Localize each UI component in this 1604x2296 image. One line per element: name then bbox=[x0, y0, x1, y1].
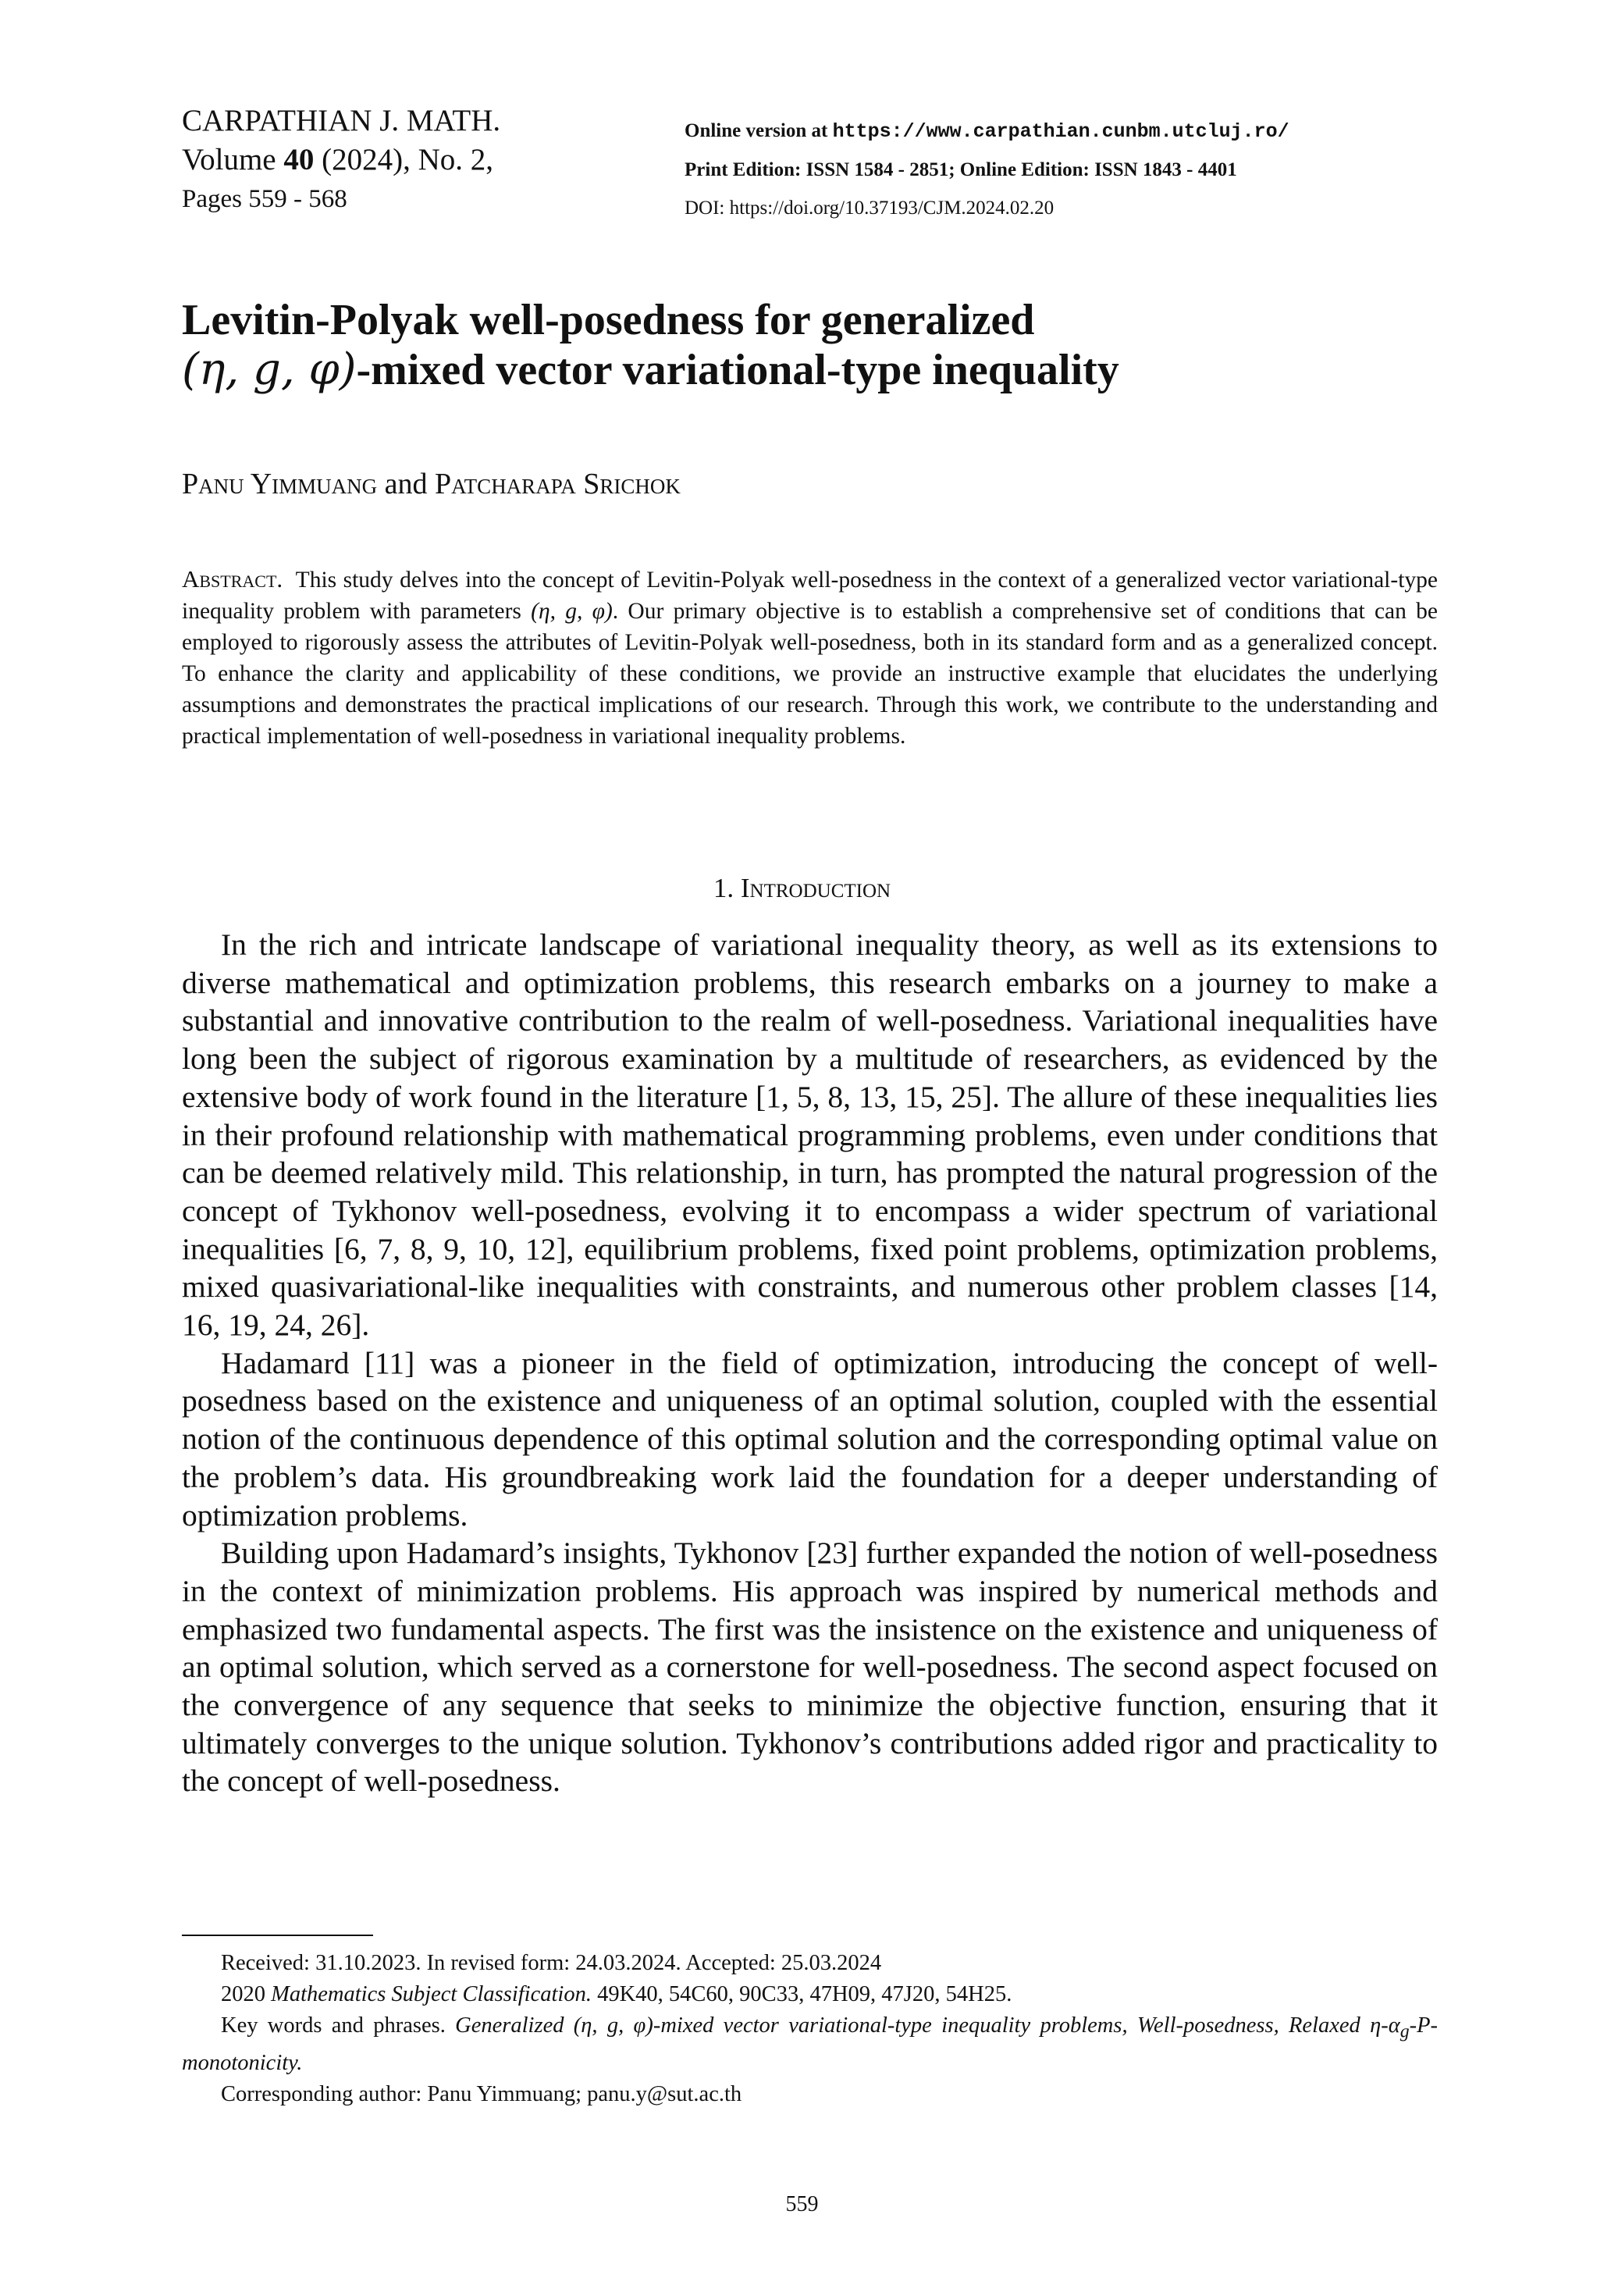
corresponding-author: Corresponding author: Panu Yimmuang; panu.y@sut.ac.th bbox=[221, 2081, 742, 2106]
journal-pages: Pages 559 - 568 bbox=[182, 185, 347, 213]
page-number: 559 bbox=[785, 2192, 819, 2216]
abstract-label: Abstract. bbox=[182, 565, 283, 593]
footnote-rule bbox=[182, 1935, 373, 1936]
journal-volume: Volume 40 (2024), No. 2, bbox=[182, 143, 494, 176]
author-2: Patcharapa Srichok bbox=[435, 468, 681, 500]
paragraph: Building upon Hadamard’s insights, Tykhonov [23] further expanded the notion of well-posedness in the context of minimization problems. His approach was inspired by numerical methods and emphasized two fundamental aspects. The first was the insistence on the existence and uniqueness of an optimal solution, which served as a cornerstone for well-posedness. The second aspect focused on the convergence of any sequence that seeks to minimize the objective function, ensuring that it ultimately converges to the unique solution. Tykhonov’s contributions added rigor and practicality to the concept of well-posedness. bbox=[182, 1536, 1438, 1799]
keywords: Key words and phrases. Generalized (η, g, φ)-mixed vector variational-type inequality problems, Well-posedness, Relaxed $\eta-\alpha_g-P$-monotonicity. bbox=[182, 2013, 1438, 2075]
journal-name: CARPATHIAN J. MATH. bbox=[182, 104, 501, 137]
received-dates: Received: 31.10.2023. In revised form: 24.03.2024. Accepted: 25.03.2024 bbox=[221, 1951, 882, 1975]
edition-info bbox=[685, 112, 1289, 227]
footnotes bbox=[182, 1948, 1438, 2110]
msc-classification: 2020 Mathematics Subject Classification. 49K40, 54C60, 90C33, 47H09, 47J20, 54H25. bbox=[221, 1982, 1012, 2006]
author-list: Panu Yimmuang and Patcharapa Srichok bbox=[182, 468, 681, 500]
body-text bbox=[182, 926, 1438, 1800]
online-url[interactable]: https://www.carpathian.cunbm.utcluj.ro/ bbox=[832, 120, 1289, 143]
volume-number: 40 bbox=[283, 143, 315, 176]
online-version: Online version at https://www.carpathian.cunbm.utcluj.ro/ bbox=[685, 120, 1289, 143]
paragraph: Hadamard [11] was a pioneer in the field of optimization, introducing the concept of well-posedness based on the existence and uniqueness of an optimal solution, coupled with the essential notion of the continuous dependence of this optimal solution and the corresponding optimal value on the problem’s data. His groundbreaking work laid the foundation for a deeper understanding of optimization problems. bbox=[182, 1345, 1438, 1532]
abstract: Abstract. This study delves into the concept of Levitin-Polyak well-posedness in the context of a generalized vector variational-type inequality problem with parameters (η, g, φ). Our primary objective is to establish a comprehensive set of conditions that can be employed to rigorously assess the attributes of Levitin-Polyak well-posedness, both in its standard form and as a generalized concept. To enhance the clarity and applicability of these conditions, we provide an instructive example that elucidates the underlying assumptions and demonstrates the practical implications of our research. Through this work, we contribute to the understanding and practical implementation of well-posedness in variational inequality problems. bbox=[182, 565, 1438, 749]
journal-header bbox=[182, 101, 500, 219]
doi-line[interactable]: DOI: https://doi.org/10.37193/CJM.2024.02.20 bbox=[685, 198, 1055, 219]
paragraph: In the rich and intricate landscape of variational inequality theory, as well as its extensions to diverse mathematical and optimization problems, this research embarks on a journey to make a substantial and innovative contribution to the realm of well-posedness. Variational inequalities have long been the subject of rigorous examination by a multitude of researchers, as evidenced by the extensive body of work found in the literature [1, 5, 8, 13, 15, 25]. The allure of these inequalities lies in their profound relationship with mathematical programming problems, even under conditions that can be deemed relatively mild. This relationship, in turn, has prompted the natural progression of the concept of Tykhonov well-posedness, evolving it to encompass a wider spectrum of variational inequalities [6, 7, 8, 9, 10, 12], equilibrium problems, fixed point problems, optimization problems, mixed quasivariational-like inequalities with constraints, and numerous other problem classes [14, 16, 19, 24, 26]. bbox=[182, 927, 1438, 1343]
author-1: Panu Yimmuang bbox=[182, 468, 378, 500]
issn-line: Print Edition: ISSN 1584 - 2851; Online Edition: ISSN 1843 - 4401 bbox=[685, 159, 1237, 180]
paper-title: Levitin-Polyak well-posedness for generalized (η, g, φ)-mixed vector variational-type inequality bbox=[182, 296, 1119, 395]
section-heading: 1. Introduction bbox=[713, 873, 891, 903]
title-math: (η, g, φ) bbox=[182, 344, 357, 395]
